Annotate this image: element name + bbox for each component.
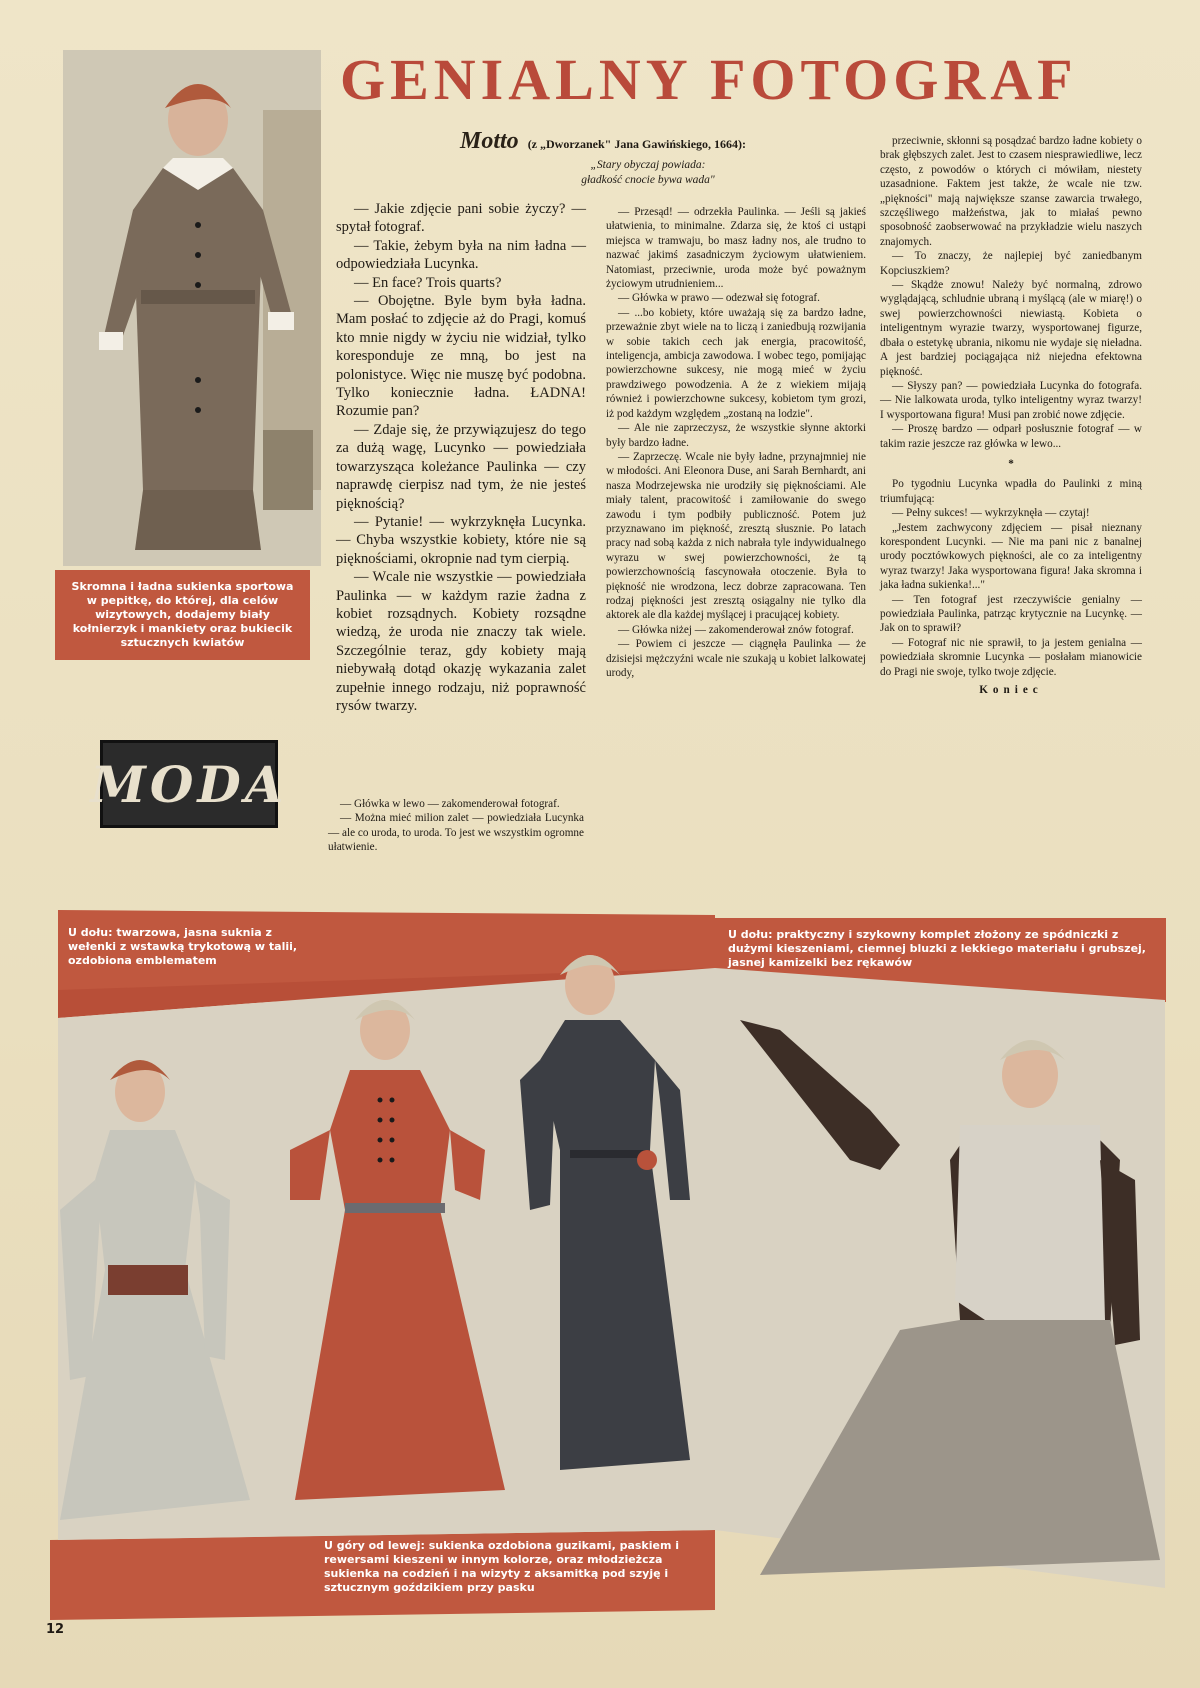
paragraph: — ...bo kobiety, które uważają się za bardzo ładne, przeważnie zbyt wiele na to liczą i zaniedbują rozwijania w sobie takich cech jak energia, pracowitość, inteligencja, ambicja zawodowa. I wobec tego, pomijając powierzchowne sukcesy, nie mogą mieć w życiu prawdziwego powodzenia. A że z wiekiem mijają również i powierzchowne sukcesy, kobietom tym grozi, iż pod każdym względem „zostaną na lodzie". — [606, 306, 866, 420]
paragraph: — Takie, żebym była na nim ładna — odpowiedziała Lucynka. — [336, 237, 586, 273]
motto-word: Motto — [460, 128, 519, 154]
paragraph: — Skądże znowu! Należy być normalną, zdrowo wyglądającą, schludnie ubraną i myślącą (ale w miarę!) o swej powierzchowności niewiastą. Kobieta o inteligentnym wyrazie twarzy, wysportowanej figurze, dbała o estetykę ubrania, nikomu nie wydaje się nieładna. A jest bardziej pociągająca niż niejedna efektowna piękność. — [880, 279, 1142, 378]
motto-quote-line2: gładkość cnocie bywa wada" — [581, 174, 715, 186]
end-marker: Koniec — [979, 684, 1043, 697]
page-number: 12 — [46, 1622, 65, 1637]
paragraph: — Proszę bardzo — odparł posłusznie fotograf — w takim razie jeszcze raz główka w lewo... — [880, 423, 1142, 450]
section-separator: * — [1008, 457, 1014, 470]
paragraph: — Fotograf nic nie sprawił, to ja jestem genialna — powiedziała skromnie Lucynka — posłałam mianowicie do Pragi nie swoje, tylko twoje zdjęcie. — [880, 636, 1142, 678]
bottom-left-caption-text: U dołu: twarzowa, jasna suknia z wełenki z wstawką trykotową w talii, ozdobiona emblematem — [68, 926, 298, 967]
paragraph: — Główka w prawo — odezwał się fotograf. — [618, 292, 820, 305]
moda-logo-text: MODA — [90, 754, 288, 814]
motto-source: (z „Dworzanek" Jana Gawińskiego, 1664): — [527, 137, 747, 151]
paragraph: przeciwnie, skłonni są posądzać bardzo ładne kobiety o brak głębszych zalet. Jest to czasem niesprawiedliwe, lecz często, z powodów o których ci mówiłam, niestety uzasadnione. Faktem jest także, że wcale nie tzw. „piękności" mają największe szanse zawarcia trwałego, szczęśliwego małżeństwa, jak to miałaś pewno sposobność zaobserwować na przykładzie wielu naszych znajomych. — [880, 135, 1142, 248]
paragraph: — Obojętne. Byle bym była ładna. Mam posłać to zdjęcie aż do Pragi, komuś kto mnie nigdy w życiu nie widział, tylko koresponduje ze mną, bo jest na polonistyce. Więc nie muszę być podobna. Tylko koniecznie ładna. ŁADNA! Rozumie pan? — [336, 293, 586, 420]
paragraph: — Główka w lewo — zakomenderował fotograf. — [340, 798, 560, 810]
paragraph: — Pełny sukces! — wykrzyknęła — czytaj! — [892, 507, 1090, 520]
paragraph: — Ten fotograf jest rzeczywiście genialny — powiedziała Paulinka, patrząc krytycznie na Lucynkę. — Jak on to sprawił? — [880, 593, 1142, 635]
paragraph: — Pytanie! — wykrzyknęła Lucynka. — Chyba wszystkie kobiety, które nie są pięknościami, okropnie nad tym cierpią. — [336, 513, 586, 567]
paragraph: — Wcale nie wszystkie — powiedziała Paulinka — w każdym razie żadna z kobiet rozsądnych. Kobiety rozsądne wiedzą, że uroda nie znaczy tak wiele. Szczególnie teraz, gdy kobiety mają niebywałą dotąd okazję wykazania zalet zupełnie innego rodzaju, niż poprawność rysów twarzy. — [336, 569, 586, 714]
paragraph: — To znaczy, że najlepiej być zaniedbanym Kopciuszkiem? — [880, 250, 1142, 277]
paragraph: — Przesąd! — odrzekła Paulinka. — Jeśli są jakieś ułatwienia, to minimalne. Zdarza się, że ktoś ci ustąpi miejsca w tramwaju, bo masz ładny nos, ale trudno to nazwać jakimś zasadniczym życiowym ułatwieniem. Natomiast, przeciwnie, uroda może być poważnym życiowym utrudnieniem... — [606, 206, 866, 291]
bottom-right-caption-text: U dołu: praktyczny i szykowny komplet złożony ze spódniczki z dużymi kieszeniami, ciemnej bluzki z lekkiego materiału i grubszej, jasnej kamizelki bez rękawów — [728, 928, 1146, 969]
paragraph: — Powiem ci jeszcze — ciągnęła Paulinka — że dzisiejsi mężczyźni wcale nie szukają u kobiet lalkowatej urody, — [606, 638, 866, 679]
article-title: GENIALNY FOTOGRAF — [340, 47, 1078, 112]
top-photo-caption-text: Skromna i ładna sukienka sportowa w pepitkę, do której, dla celów wizytowych, dodajemy biały kołnierzyk i mankiety oraz bukiecik sztucznych kwiatów — [71, 580, 294, 649]
paragraph: Po tygodniu Lucynka wpadła do Paulinki z miną triumfującą: — [880, 478, 1142, 505]
paragraph: — En face? Trois quarts? — [354, 274, 502, 291]
paragraph: „Jestem zachwycony zdjęciem — pisał nieznany korespondent Lucynki. — Nie ma pani nic z banalnej urody pocztówkowych piękności, ale co za inteligentny wyraz twarzy! Jaka wysportowana figura! Jaka skromna i jaka ładna sukienka!..." — [880, 521, 1142, 592]
paragraph: — Zaprzeczę. Wcale nie były ładne, przynajmniej nie w młodości. Ani Eleonora Duse, ani Sarah Bernhardt, ani nasza Modrzejewska nie urodziły się pięknościami. Ale miały talent, pracowitość i zamiłowanie do swego zawodu i tym podbiły publiczność. Potem już przyznawano im piękność, zresztą słusznie. Po latach pracy nad sobą każda z nich nabrała tyle indywidualnego wyrazu w swej powierzchowności, że tą powierzchownością fascynowała otoczenie. Była to piękność nie wrodzona, lecz dobrze zapracowana. Ten rodzaj piękności jest zresztą osiągalny nie tylko dla aktorek ale dla każdej myślącej i pracującej kobiety. — [606, 450, 866, 622]
paragraph: — Zdaje się, że przywiązujesz do tego za dużą wagę, Lucynko — powiedziała towarzysząca koleżance Paulinka — czy naprawdę cierpisz nad tym, że nie jesteś pięknością? — [336, 421, 586, 512]
paragraph: — Główka niżej — zakomenderował znów fotograf. — [618, 623, 854, 636]
paragraph: — Ale nie zaprzeczysz, że wszystkie słynne aktorki były bardzo ładne. — [606, 422, 866, 449]
paragraph: — Jakie zdjęcie pani sobie życzy? — spytał fotograf. — [336, 201, 586, 236]
motto-quote-line1: „Stary obyczaj powiada: — [590, 159, 706, 171]
paragraph: — Można mieć milion zalet — powiedziała Lucynka — ale co uroda, to uroda. To jest we wszystkim ogromne ułatwienie. — [328, 812, 584, 854]
paragraph: — Słyszy pan? — powiedziała Lucynka do fotografa. — Nie lalkowata uroda, tylko inteligentny wyraz twarzy! I wysportowana figura! Musi pan zrobić nowe zdjęcie. — [880, 379, 1142, 421]
bottom-center-caption-text: U góry od lewej: sukienka ozdobiona guzikami, paskiem i rewersami kieszeni w innym kolorze, oraz młodzieżcza sukienka na codzień i na wizyty z aksamitką pod szyję i sztucznym goździkiem przy pasku — [324, 1539, 680, 1594]
